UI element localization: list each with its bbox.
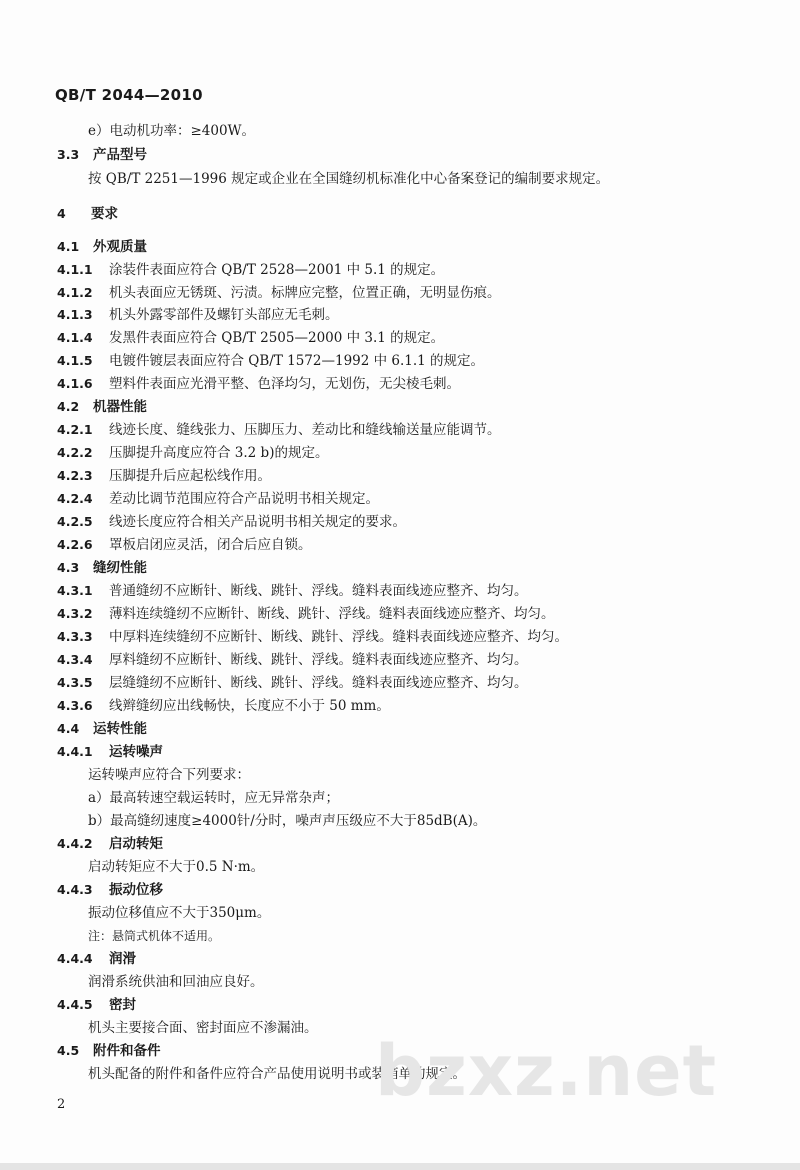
clause-number: 4.1.6 — [57, 376, 93, 391]
section-title: 外观质量 — [93, 239, 147, 255]
section-number: 4 — [57, 206, 66, 221]
clause-4-4-2-text: 启动转矩应不大于0.5 N·m。 — [88, 859, 265, 875]
clause-number: 4.1.4 — [57, 330, 93, 345]
section-title: 运转性能 — [93, 721, 147, 737]
clause-text: 薄料连续缝纫不应断针、断线、跳针、浮线。缝料表面线迹应整齐、均匀。 — [109, 606, 555, 622]
section-4-heading — [57, 205, 118, 223]
clause-4-1-2 — [57, 284, 501, 302]
section-title: 机器性能 — [93, 399, 147, 415]
clause-number: 4.4.5 — [57, 997, 93, 1012]
section-number: 4.4 — [57, 721, 80, 736]
clause-text: 差动比调节范围应符合产品说明书相关规定。 — [109, 491, 379, 507]
clause-text: 机头外露零部件及螺钉头部应无毛刺。 — [109, 307, 339, 323]
clause-number: 4.3.1 — [57, 583, 93, 598]
clause-4-2-3 — [57, 467, 271, 485]
clause-4-1-1 — [57, 261, 444, 279]
clause-4-4-1-item-b: b）最高缝纫速度≥4000针/分时，噪声声压级应不大于85dB(A)。 — [88, 813, 487, 829]
section-number: 4.2 — [57, 399, 80, 414]
clause-text: 电镀件镀层表面应符合 QB/T 1572—1992 中 6.1.1 的规定。 — [109, 353, 485, 369]
clause-title: 密封 — [109, 997, 136, 1013]
section-number: 4.3 — [57, 560, 80, 575]
clause-number: 4.3.4 — [57, 652, 93, 667]
clause-4-3-5 — [57, 674, 528, 692]
clause-4-4-1-item-a: a）最高转速空载运转时，应无异常杂声； — [88, 790, 340, 806]
clause-number: 4.2.3 — [57, 468, 93, 483]
section-number: 4.1 — [57, 239, 80, 254]
section-title: 产品型号 — [93, 147, 147, 163]
section-4-1-heading — [57, 238, 147, 256]
clause-4-2-4 — [57, 490, 379, 508]
clause-4-4-1-heading — [57, 743, 163, 761]
section-title: 缝纫性能 — [93, 560, 147, 576]
clause-4-2-6 — [57, 536, 312, 554]
clause-text: 线辫缝纫应出线畅快，长度应不小于 50 mm。 — [109, 698, 390, 714]
clause-number: 4.2.4 — [57, 491, 93, 506]
clause-text: 压脚提升高度应符合 3.2 b)的规定。 — [109, 445, 329, 461]
clause-text: 压脚提升后应起松线作用。 — [109, 468, 271, 484]
motor-power-item: e）电动机功率：≥400W。 — [88, 123, 255, 139]
clause-text: 机头表面应无锈斑、污渍。标牌应完整，位置正确，无明显伤痕。 — [109, 285, 501, 301]
clause-number: 4.3.3 — [57, 629, 93, 644]
clause-4-4-2-heading — [57, 835, 163, 853]
site-watermark: bzxz.net — [375, 1030, 718, 1112]
clause-4-3-4 — [57, 651, 528, 669]
clause-number: 4.1.1 — [57, 262, 93, 277]
clause-4-1-6 — [57, 375, 460, 393]
clause-number: 4.4.3 — [57, 882, 93, 897]
clause-4-2-2 — [57, 444, 328, 462]
clause-title: 运转噪声 — [109, 744, 163, 760]
clause-number: 4.1.5 — [57, 353, 93, 368]
section-4-5-heading — [57, 1042, 161, 1060]
clause-text: 塑料件表面应光滑平整、色泽均匀，无划伤，无尖棱毛刺。 — [109, 376, 460, 392]
clause-number: 4.2.5 — [57, 514, 93, 529]
clause-text: 普通缝纫不应断针、断线、跳针、浮线。缝料表面线迹应整齐、均匀。 — [109, 583, 528, 599]
clause-4-2-5 — [57, 513, 406, 531]
standard-code-header: QB/T 2044—2010 — [55, 86, 203, 104]
clause-number: 4.4.1 — [57, 744, 93, 759]
section-number: 3.3 — [57, 147, 80, 162]
section-title: 附件和备件 — [93, 1043, 161, 1059]
clause-4-3-6 — [57, 697, 390, 715]
section-number: 4.5 — [57, 1043, 80, 1058]
clause-number: 4.1.2 — [57, 285, 93, 300]
page-number: 2 — [57, 1097, 66, 1112]
clause-number: 4.3.2 — [57, 606, 93, 621]
clause-title: 启动转矩 — [109, 836, 163, 852]
clause-number: 4.4.2 — [57, 836, 93, 851]
page-bottom-edge — [0, 1163, 800, 1170]
clause-text: 中厚料连续缝纫不应断针、断线、跳针、浮线。缝料表面线迹应整齐、均匀。 — [109, 629, 568, 645]
clause-4-4-4-heading — [57, 950, 136, 968]
clause-4-4-1-text: 运转噪声应符合下列要求： — [88, 767, 250, 783]
clause-number: 4.2.1 — [57, 422, 93, 437]
clause-4-4-5-text: 机头主要接合面、密封面应不渗漏油。 — [88, 1020, 318, 1036]
section-4-3-heading — [57, 559, 147, 577]
clause-number: 4.1.3 — [57, 307, 93, 322]
clause-4-4-3-note: 注：悬筒式机体不适用。 — [88, 929, 221, 943]
clause-number: 4.2.6 — [57, 537, 93, 552]
clause-4-1-3 — [57, 306, 339, 324]
section-4-2-heading — [57, 398, 147, 416]
clause-text: 线迹长度、缝线张力、压脚压力、差动比和缝线输送量应能调节。 — [109, 422, 501, 438]
clause-4-4-5-heading — [57, 996, 136, 1014]
clause-4-4-4-text: 润滑系统供油和回油应良好。 — [88, 974, 264, 990]
section-title: 要求 — [91, 206, 118, 222]
clause-number: 4.3.6 — [57, 698, 93, 713]
clause-4-4-3-text: 振动位移值应不大于350μm。 — [88, 905, 271, 921]
clause-title: 振动位移 — [109, 882, 163, 898]
clause-text: 涂装件表面应符合 QB/T 2528—2001 中 5.1 的规定。 — [109, 262, 445, 278]
clause-title: 润滑 — [109, 951, 136, 967]
section-4-4-heading — [57, 720, 147, 738]
clause-4-3-3 — [57, 628, 568, 646]
clause-4-1-5 — [57, 352, 484, 370]
clause-4-2-1 — [57, 421, 501, 439]
clause-4-3-1 — [57, 582, 528, 600]
clause-text: 线迹长度应符合相关产品说明书相关规定的要求。 — [109, 514, 406, 530]
clause-number: 4.2.2 — [57, 445, 93, 460]
clause-4-4-3-heading — [57, 881, 163, 899]
section-4-5-text: 机头配备的附件和备件应符合产品使用说明书或装箱单的规定。 — [88, 1066, 466, 1082]
clause-number: 4.3.5 — [57, 675, 93, 690]
clause-text: 发黑件表面应符合 QB/T 2505—2000 中 3.1 的规定。 — [109, 330, 445, 346]
clause-text: 层缝缝纫不应断针、断线、跳针、浮线。缝料表面线迹应整齐、均匀。 — [109, 675, 528, 691]
clause-4-3-2 — [57, 605, 555, 623]
clause-text: 厚料缝纫不应断针、断线、跳针、浮线。缝料表面线迹应整齐、均匀。 — [109, 652, 528, 668]
clause-4-1-4 — [57, 329, 444, 347]
clause-text: 罩板启闭应灵活，闭合后应自锁。 — [109, 537, 312, 553]
section-3-3-heading — [57, 146, 147, 164]
clause-number: 4.4.4 — [57, 951, 93, 966]
section-3-3-text: 按 QB/T 2251—1996 规定或企业在全国缝纫机标准化中心备案登记的编制要求规定。 — [88, 171, 610, 187]
